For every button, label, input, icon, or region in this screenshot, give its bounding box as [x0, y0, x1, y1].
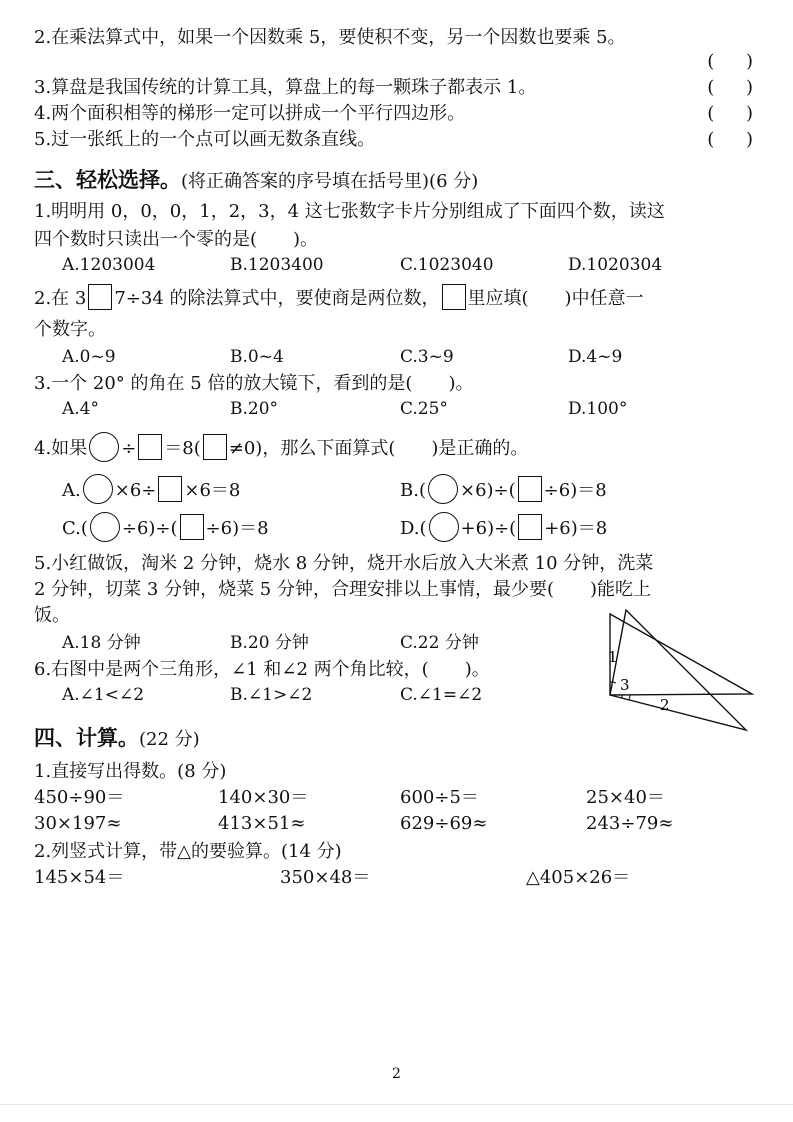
choice-q6-option-c[interactable]: C.∠1=∠2: [400, 685, 483, 705]
choice-q2-mid: 7÷34 的除法算式中，要使商是两位数，: [114, 288, 440, 309]
choice-q1-option-c[interactable]: C.1023040: [400, 255, 494, 275]
bottom-divider: [0, 1104, 793, 1105]
blank-box-icon: [518, 514, 542, 540]
mental-calc-item[interactable]: 243÷79≈: [586, 813, 674, 834]
choice-q2-line2: 个数字。: [34, 319, 106, 340]
option-a-mid: ×6÷: [114, 480, 157, 501]
choice-q5-option-a[interactable]: A.18 分钟: [62, 633, 141, 653]
mental-calc-item[interactable]: 413×51≈: [218, 813, 306, 834]
option-b-end: ÷6)＝8: [543, 480, 607, 501]
choice-q5-line1: 5.小红做饭，淘米 2 分钟，烧水 8 分钟，烧开水后放入大米煮 10 分钟，洗菜: [34, 553, 654, 574]
choice-q4-option-c[interactable]: [62, 512, 269, 542]
mental-calc-item[interactable]: 25×40＝: [586, 787, 665, 808]
choice-q2-option-d[interactable]: D.4~9: [568, 347, 623, 367]
choice-q3-option-c[interactable]: C.25°: [400, 399, 448, 419]
page-number: 2: [392, 1066, 401, 1082]
angle-mark: [629, 695, 630, 700]
option-d-end: +6)＝8: [544, 518, 608, 539]
section3-heading: [34, 166, 478, 196]
choice-q3-option-a[interactable]: A.4°: [62, 399, 99, 419]
blank-box-icon: [138, 434, 162, 460]
option-c-mid: ÷6)÷(: [121, 518, 178, 539]
choice-q1-line1: 1.明明用 0，0，0，1，2，3，4 这七张数字卡片分别组成了下面四个数，读这: [34, 201, 665, 222]
blank-box-icon: [180, 514, 204, 540]
choice-q4-line1: [34, 432, 771, 462]
option-c-label: C.(: [62, 518, 88, 539]
blank-box-icon[interactable]: [88, 284, 112, 310]
judge-q2-answer-paren[interactable]: ( ): [707, 51, 753, 72]
blank-circle-icon: [429, 512, 459, 542]
triangle-two: [610, 610, 746, 730]
choice-q4-option-d[interactable]: [400, 512, 607, 542]
blank-box-icon: [518, 476, 542, 502]
choice-q5-line3: 饭。: [34, 605, 70, 626]
vertical-calc-item[interactable]: 350×48＝: [280, 867, 371, 888]
vertical-calc-item[interactable]: 145×54＝: [34, 867, 125, 888]
choice-q3-option-b[interactable]: B.20°: [230, 399, 279, 419]
judge-q2: 2.在乘法算式中，如果一个因数乘 5，要使积不变，另一个因数也要乘 5。: [34, 27, 626, 48]
judge-q4: 4.两个面积相等的梯形一定可以拼成一个平行四边形。: [34, 103, 466, 124]
blank-box-icon: [158, 476, 182, 502]
judge-q5-answer-paren[interactable]: ( ): [707, 129, 753, 150]
blank-circle-icon: [89, 432, 119, 462]
choice-q4-div: ÷: [121, 438, 137, 459]
choice-q2-option-a[interactable]: A.0~9: [62, 347, 116, 367]
choice-q3-line1: 3.一个 20° 的角在 5 倍的放大镜下，看到的是( )。: [34, 373, 474, 394]
mental-calc-item[interactable]: 30×197≈: [34, 813, 122, 834]
option-c-end: ÷6)＝8: [205, 518, 269, 539]
option-d-label: D.(: [400, 518, 427, 539]
triangles-figure: [596, 606, 758, 736]
figure-label-2: 2: [660, 696, 670, 714]
choice-q1-option-b[interactable]: B.1203400: [230, 255, 324, 275]
option-a-end: ×6＝8: [184, 480, 241, 501]
figure-label-3: 3: [620, 676, 630, 694]
triangle-one: [610, 614, 752, 695]
option-b-mid: ×6)÷(: [459, 480, 516, 501]
choice-q4-prefix: 4.如果: [34, 438, 88, 459]
mental-calc-item[interactable]: 140×30＝: [218, 787, 309, 808]
blank-box-icon: [442, 284, 466, 310]
choice-q2-option-b[interactable]: B.0~4: [230, 347, 284, 367]
choice-q6-option-b[interactable]: B.∠1>∠2: [230, 685, 313, 705]
choice-q4-option-a[interactable]: [62, 474, 240, 504]
section3-title: 三、轻松选择。: [34, 168, 181, 192]
judge-q3: 3.算盘是我国传统的计算工具，算盘上的每一颗珠子都表示 1。: [34, 77, 537, 98]
choice-q2-prefix: 2.在 3: [34, 288, 87, 309]
mental-calc-item[interactable]: 629÷69≈: [400, 813, 488, 834]
option-b-label: B.(: [400, 480, 426, 501]
option-a-label: A.: [62, 480, 81, 501]
section3-note: (将正确答案的序号填在括号里)(6 分): [181, 171, 479, 192]
choice-q5-line2: 2 分钟，切菜 3 分钟，烧菜 5 分钟，合理安排以上事情，最少要( )能吃上: [34, 579, 652, 600]
choice-q5-option-b[interactable]: B.20 分钟: [230, 633, 309, 653]
judge-q5: 5.过一张纸上的一个点可以画无数条直线。: [34, 129, 376, 150]
mental-calc-item[interactable]: 600÷5＝: [400, 787, 479, 808]
choice-q4-neq: ≠0)，那么下面算式( )是正确的。: [228, 438, 529, 459]
choice-q2-option-c[interactable]: C.3~9: [400, 347, 454, 367]
choice-q4-option-b[interactable]: [400, 474, 607, 504]
choice-q1-option-a[interactable]: A.1203004: [62, 255, 156, 275]
choice-q4-eq: ＝8(: [164, 438, 201, 459]
section4-heading: [34, 724, 200, 754]
choice-q6-line1: 6.右图中是两个三角形，∠1 和∠2 两个角比较，( )。: [34, 659, 490, 680]
option-d-mid: +6)÷(: [460, 518, 517, 539]
blank-circle-icon: [90, 512, 120, 542]
blank-circle-icon: [83, 474, 113, 504]
vertical-calc-item[interactable]: △405×26＝: [526, 867, 631, 888]
choice-q1-option-d[interactable]: D.1020304: [568, 255, 663, 275]
choice-q3-option-d[interactable]: D.100°: [568, 399, 628, 419]
judge-q3-answer-paren[interactable]: ( ): [707, 77, 753, 98]
blank-circle-icon: [428, 474, 458, 504]
figure-label-1: 1: [608, 648, 618, 666]
mental-calc-item[interactable]: 450÷90＝: [34, 787, 125, 808]
calc-part2-title: 2.列竖式计算，带△的要验算。(14 分): [34, 841, 342, 862]
calc-part1-title: 1.直接写出得数。(8 分): [34, 761, 227, 782]
choice-q1-line2: 四个数时只读出一个零的是( )。: [34, 229, 319, 250]
choice-q2-line1: [34, 284, 771, 311]
choice-q2-suffix: 里应填( )中任意一: [467, 288, 644, 309]
section4-title: 四、计算。: [34, 726, 139, 750]
section4-note: (22 分): [139, 729, 200, 750]
choice-q5-option-c[interactable]: C.22 分钟: [400, 633, 479, 653]
choice-q6-option-a[interactable]: A.∠1<∠2: [62, 685, 145, 705]
judge-q4-answer-paren[interactable]: ( ): [707, 103, 753, 124]
blank-box-icon: [203, 434, 227, 460]
